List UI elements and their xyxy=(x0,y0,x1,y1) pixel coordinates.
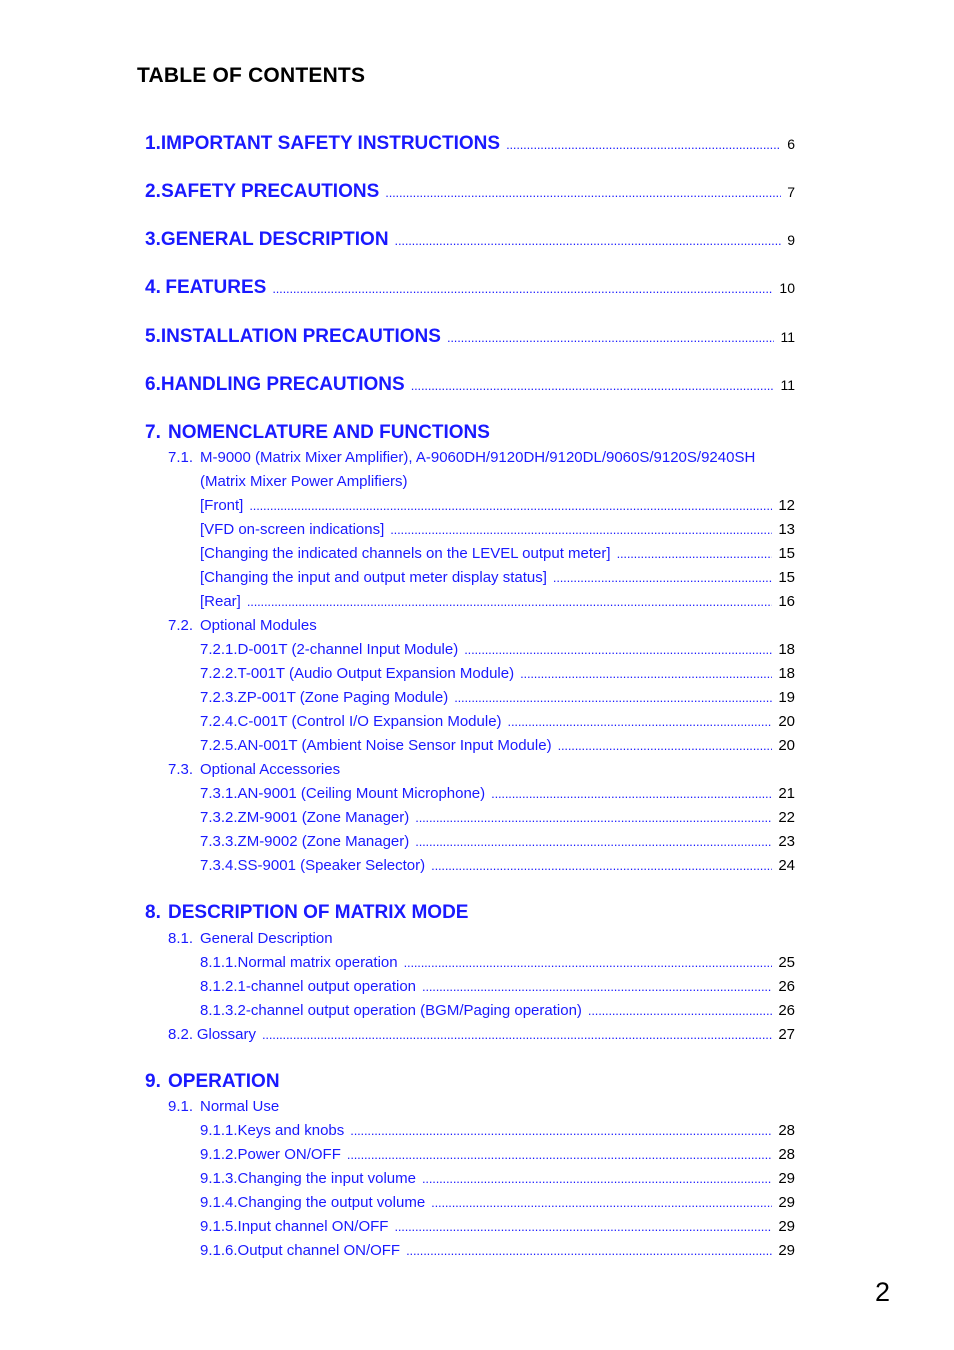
dot-leader xyxy=(411,374,775,396)
entry-page: 22 xyxy=(778,809,795,826)
entry-title: [Changing the input and output meter display status] xyxy=(200,569,547,586)
toc-heading-7-3[interactable] xyxy=(168,761,340,778)
entry-title: GENERAL DESCRIPTION xyxy=(160,229,389,250)
entry-page: 29 xyxy=(778,1194,795,1211)
entry-title: Normal Use xyxy=(200,1098,280,1115)
dot-leader xyxy=(588,1002,772,1019)
toc-entry-vfd-indications[interactable] xyxy=(200,521,795,538)
dot-leader xyxy=(385,181,781,203)
entry-page: 13 xyxy=(778,521,795,538)
entry-page: 28 xyxy=(778,1146,795,1163)
entry-number: 7.2. xyxy=(168,617,194,634)
entry-page: 21 xyxy=(778,785,795,802)
toc-entry-level-meter[interactable] xyxy=(200,545,795,562)
toc-entry-front[interactable] xyxy=(200,497,795,514)
entry-page: 18 xyxy=(778,665,795,682)
entry-number: 7.3. xyxy=(168,761,194,778)
entry-page: 11 xyxy=(780,329,795,345)
dot-leader xyxy=(558,737,773,754)
dot-leader xyxy=(422,1170,772,1187)
entry-title: Changing the input volume xyxy=(237,1170,416,1187)
entry-number: 7.1. xyxy=(168,449,194,466)
entry-number: 7.2.3. xyxy=(200,689,238,706)
entry-number: 9. xyxy=(145,1071,161,1092)
entry-number: 7.3.1. xyxy=(200,785,238,802)
entry-title: General Description xyxy=(200,930,333,947)
toc-entry-7-2-4[interactable] xyxy=(200,713,795,730)
entry-page: 25 xyxy=(778,954,795,971)
entry-page: 19 xyxy=(778,689,795,706)
entry-number: 8.1.3. xyxy=(200,1002,238,1019)
toc-entry-9-1-1[interactable] xyxy=(200,1122,795,1139)
dot-leader xyxy=(347,1146,772,1163)
entry-page: 27 xyxy=(778,1026,795,1043)
dot-leader xyxy=(415,809,772,826)
toc-entry-important-safety-instructions[interactable] xyxy=(145,133,795,155)
entry-title: Keys and knobs xyxy=(237,1122,345,1139)
entry-number: 7.2.5. xyxy=(200,737,238,754)
entry-number: 9.1.4. xyxy=(200,1194,238,1211)
toc-entry-9-1-3[interactable] xyxy=(200,1170,795,1187)
entry-page: 20 xyxy=(778,737,795,754)
entry-page: 7 xyxy=(787,184,795,200)
toc-entry-installation-precautions[interactable] xyxy=(145,326,795,348)
toc-entry-8-1-3[interactable] xyxy=(200,1002,795,1019)
entry-number: 8.1.2. xyxy=(200,978,238,995)
entry-number: 9.1.2. xyxy=(200,1146,238,1163)
entry-page: 10 xyxy=(779,280,795,296)
entry-number: 9.1.3. xyxy=(200,1170,238,1187)
entry-title: M-9000 (Matrix Mixer Amplifier), A-9060DH/9120DH/9120DL/9060S/9120S/9240SH xyxy=(200,449,756,466)
entry-number: 8.2. xyxy=(168,1026,194,1043)
entry-title: Normal matrix operation xyxy=(237,954,398,971)
entry-title: Input channel ON/OFF xyxy=(237,1218,389,1235)
toc-entry-7-2-1[interactable] xyxy=(200,641,795,658)
entry-title: INSTALLATION PRECAUTIONS xyxy=(160,326,441,347)
entry-title: 1-channel output operation xyxy=(237,978,417,995)
entry-title: DESCRIPTION OF MATRIX MODE xyxy=(168,902,469,923)
entry-number: 8. xyxy=(145,902,161,923)
entry-page: 26 xyxy=(778,1002,795,1019)
dot-leader xyxy=(249,497,772,514)
entry-title: OPERATION xyxy=(168,1071,280,1092)
entry-title: AN-9001 (Ceiling Mount Microphone) xyxy=(237,785,486,802)
toc-entry-rear[interactable] xyxy=(200,593,795,610)
toc-entry-safety-precautions[interactable] xyxy=(145,181,795,203)
entry-number: 9.1.6. xyxy=(200,1242,238,1259)
entry-page: 15 xyxy=(778,569,795,586)
entry-page: 16 xyxy=(778,593,795,610)
toc-heading-description-of-matrix-mode[interactable] xyxy=(145,902,468,924)
dot-leader xyxy=(422,978,772,995)
entry-title: Optional Modules xyxy=(200,617,317,634)
entry-page: 15 xyxy=(778,545,795,562)
dot-leader xyxy=(415,833,772,850)
entry-page: 20 xyxy=(778,713,795,730)
dot-leader xyxy=(247,593,772,610)
entry-title: Optional Accessories xyxy=(200,761,341,778)
toc-entry-7-2-5[interactable] xyxy=(200,737,795,754)
entry-title: SS-9001 (Speaker Selector) xyxy=(237,857,426,874)
entry-title: Glossary xyxy=(196,1026,256,1043)
entry-number: 7.2.4. xyxy=(200,713,238,730)
toc-entry-7-3-1[interactable] xyxy=(200,785,795,802)
toc-heading-nomenclature-and-functions[interactable] xyxy=(145,422,490,444)
entry-number: 7. xyxy=(145,422,161,443)
toc-entry-handling-precautions[interactable] xyxy=(145,374,795,396)
entry-number: 9.1.5. xyxy=(200,1218,238,1235)
toc-entry-general-description[interactable] xyxy=(145,229,795,251)
entry-number: 7.2.2. xyxy=(200,665,238,682)
toc-entry-8-1-2[interactable] xyxy=(200,978,795,995)
entry-number: 7.2.1. xyxy=(200,641,238,658)
entry-number: 5. xyxy=(145,326,161,347)
toc-heading-8-1[interactable] xyxy=(168,930,333,947)
entry-page: 18 xyxy=(778,641,795,658)
entry-number: 9.1. xyxy=(168,1098,194,1115)
entry-title: Changing the output volume xyxy=(237,1194,426,1211)
entry-title: ZM-9001 (Zone Manager) xyxy=(237,809,410,826)
entry-number: 7.3.3. xyxy=(200,833,238,850)
entry-number: 8.1.1. xyxy=(200,954,238,971)
entry-page: 29 xyxy=(778,1170,795,1187)
entry-number: 7.3.2. xyxy=(200,809,238,826)
dot-leader xyxy=(454,689,772,706)
entry-page: 11 xyxy=(780,377,795,393)
entry-number: 8.1. xyxy=(168,930,194,947)
entry-number: 9.1.1. xyxy=(200,1122,238,1139)
dot-leader xyxy=(390,521,772,538)
dot-leader xyxy=(520,665,772,682)
entry-number: 2. xyxy=(145,181,161,202)
toc-entry-7-3-3[interactable] xyxy=(200,833,795,850)
entry-title: 2-channel output operation (BGM/Paging operation) xyxy=(237,1002,582,1019)
entry-title: FEATURES xyxy=(165,277,267,298)
entry-title: ZP-001T (Zone Paging Module) xyxy=(237,689,449,706)
entry-title: [Changing the indicated channels on the LEVEL output meter] xyxy=(200,545,611,562)
toc-entry-7-2-3[interactable] xyxy=(200,689,795,706)
entry-title: D-001T (2-channel Input Module) xyxy=(237,641,459,658)
entry-title: C-001T (Control I/O Expansion Module) xyxy=(237,713,502,730)
dot-leader xyxy=(350,1122,772,1139)
entry-title: Power ON/OFF xyxy=(237,1146,341,1163)
toc-entry-8-2[interactable] xyxy=(168,1026,795,1043)
dot-leader xyxy=(447,326,775,348)
entry-title: IMPORTANT SAFETY INSTRUCTIONS xyxy=(160,133,501,154)
entry-number: 1. xyxy=(145,133,161,154)
toc-heading-operation[interactable] xyxy=(145,1071,280,1093)
toc-entry-9-1-2[interactable] xyxy=(200,1146,795,1163)
dot-leader xyxy=(262,1026,772,1043)
dot-leader xyxy=(394,1218,772,1235)
dot-leader xyxy=(272,277,773,299)
entry-title: [Front] xyxy=(200,497,244,514)
entry-title: [VFD on-screen indications] xyxy=(200,521,385,538)
toc-entry-9-1-4[interactable] xyxy=(200,1194,795,1211)
entry-page: 23 xyxy=(778,833,795,850)
entry-title: NOMENCLATURE AND FUNCTIONS xyxy=(168,422,490,443)
toc-entry-7-2-2[interactable] xyxy=(200,665,795,682)
toc-entry-7-3-2[interactable] xyxy=(200,809,795,826)
dot-leader xyxy=(406,1242,772,1259)
entry-title: AN-001T (Ambient Noise Sensor Input Module) xyxy=(237,737,552,754)
entry-number: 6. xyxy=(145,374,161,395)
entry-title: T-001T (Audio Output Expansion Module) xyxy=(237,665,515,682)
dot-leader xyxy=(395,229,782,251)
page-number: 2 xyxy=(875,1277,891,1307)
toc-entry-9-1-6[interactable] xyxy=(200,1242,795,1259)
entry-number: 7.3.4. xyxy=(200,857,238,874)
toc-heading-7-2[interactable] xyxy=(168,617,317,634)
entry-number: 3. xyxy=(145,229,161,250)
dot-leader xyxy=(617,545,773,562)
entry-title: SAFETY PRECAUTIONS xyxy=(161,181,380,202)
entry-title-continuation: (Matrix Mixer Power Amplifiers) xyxy=(200,473,408,490)
entry-page: 9 xyxy=(787,232,795,248)
dot-leader xyxy=(508,713,773,730)
toc-heading-9-1[interactable] xyxy=(168,1098,279,1115)
toc-entry-8-1-1[interactable] xyxy=(200,954,795,971)
entry-page: 28 xyxy=(778,1122,795,1139)
dot-leader xyxy=(431,1194,772,1211)
entry-page: 26 xyxy=(778,978,795,995)
dot-leader xyxy=(431,857,772,874)
entry-page: 12 xyxy=(778,497,795,514)
entry-title: HANDLING PRECAUTIONS xyxy=(160,374,405,395)
entry-page: 24 xyxy=(778,857,795,874)
toc-entry-9-1-5[interactable] xyxy=(200,1218,795,1235)
toc-entry-7-1[interactable] xyxy=(168,449,755,466)
dot-leader xyxy=(404,954,773,971)
entry-page: 6 xyxy=(787,136,795,152)
entry-title: [Rear] xyxy=(200,593,241,610)
toc-entry-7-3-4[interactable] xyxy=(200,857,795,874)
dot-leader xyxy=(491,785,772,802)
dot-leader xyxy=(506,133,781,155)
entry-page: 29 xyxy=(778,1242,795,1259)
entry-title: Output channel ON/OFF xyxy=(237,1242,401,1259)
entry-page: 29 xyxy=(778,1218,795,1235)
toc-entry-features[interactable] xyxy=(145,277,795,299)
entry-title: ZM-9002 (Zone Manager) xyxy=(237,833,410,850)
dot-leader xyxy=(553,569,772,586)
toc-entry-meter-display[interactable] xyxy=(200,569,795,586)
dot-leader xyxy=(464,641,772,658)
entry-number: 4. xyxy=(145,277,161,298)
toc-title: TABLE OF CONTENTS xyxy=(137,64,366,87)
